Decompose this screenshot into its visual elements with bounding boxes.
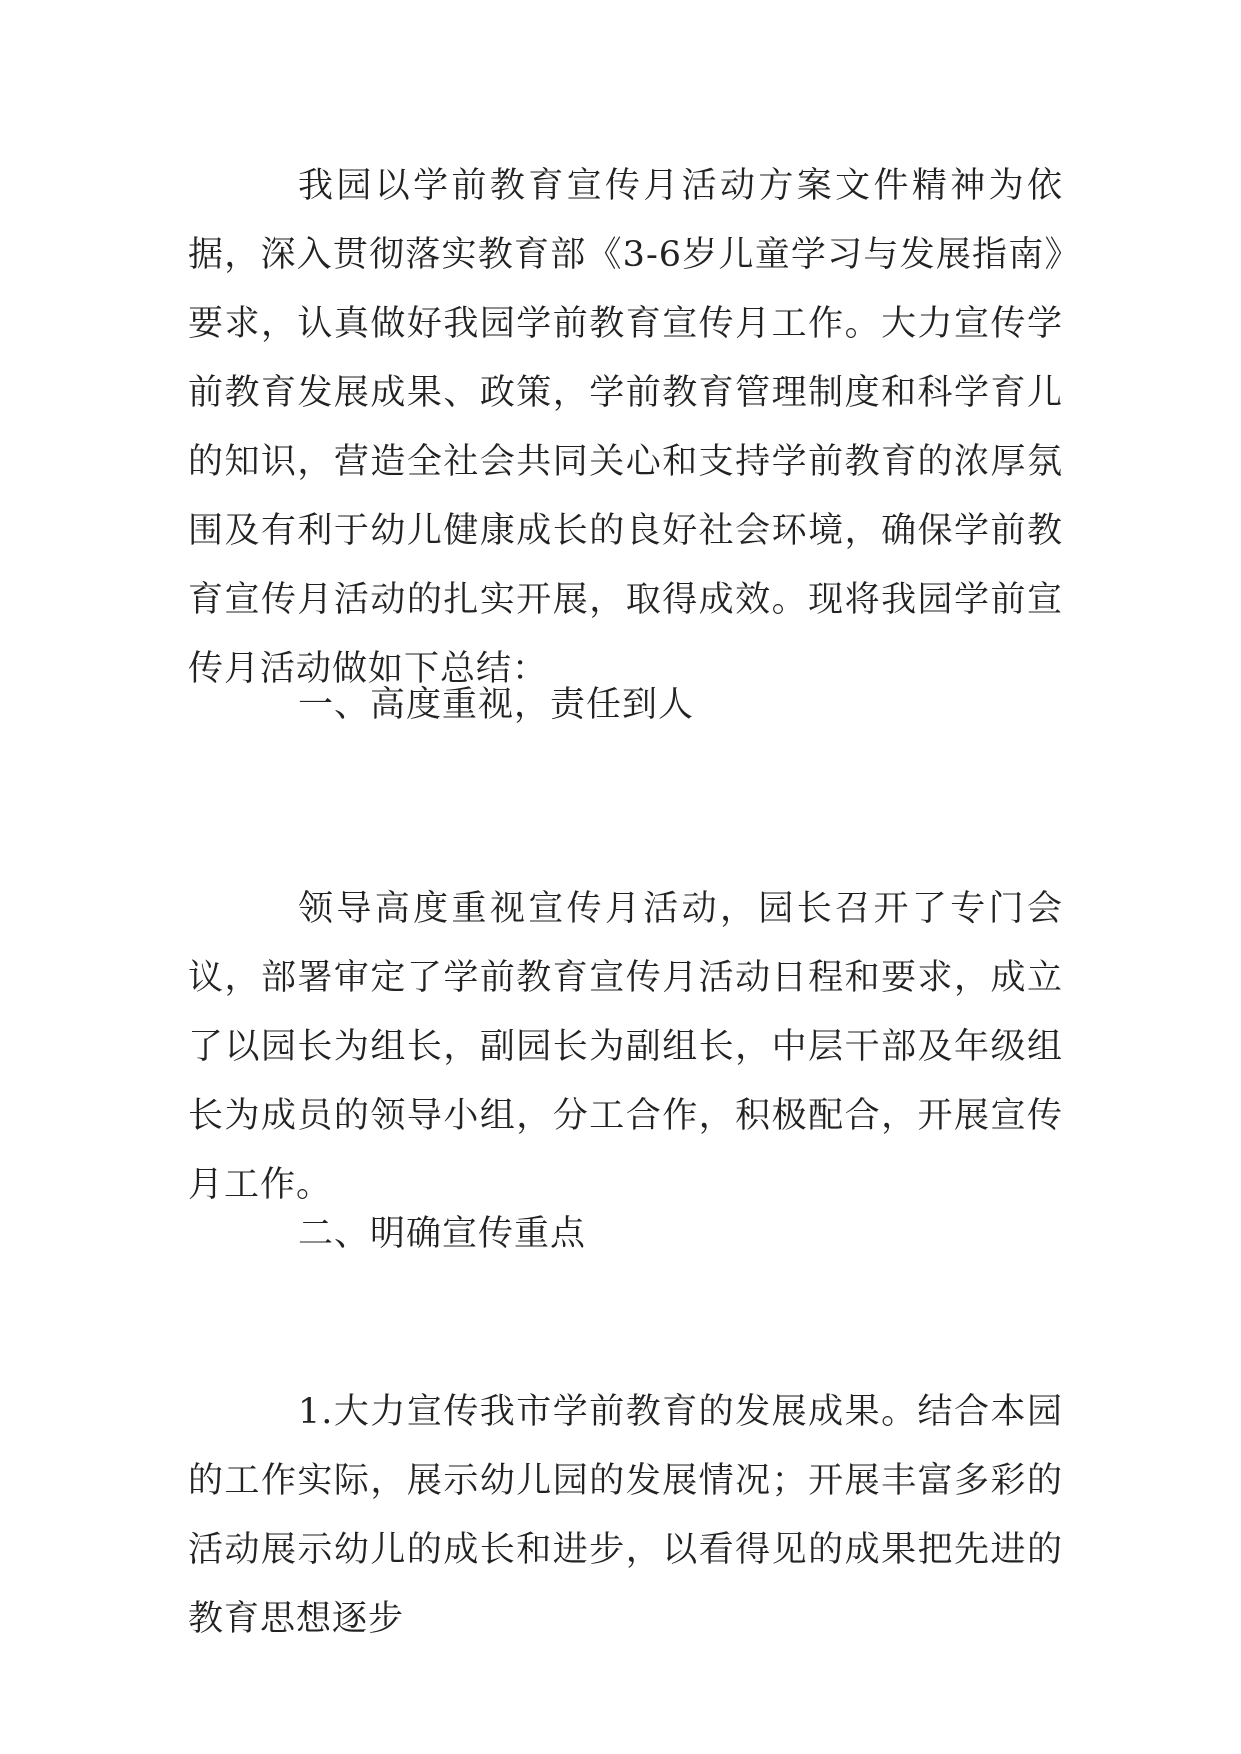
intro-paragraph: 我园以学前教育宣传月活动方案文件精神为依据，深入贯彻落实教育部《3-6岁儿童学习与发展指南》要求，认真做好我园学前教育宣传月工作。大力宣传学前教育发展成果、政策，学前教育管理制度和科学育儿的知识，营造全社会共同关心和支持学前教育的浓厚氛围及有利于幼儿健康成长的良好社会环境，确保学前教育宣传月活动的扎实开展，取得成效。现将我园学前宣传月活动做如下总结： [188, 166, 1063, 689]
section-1-paragraph: 领导高度重视宣传月活动，园长召开了专门会议，部署审定了学前教育宣传月活动日程和要求，成立了以园长为组长，副园长为副组长，中层干部及年级组长为成员的领导小组，分工合作，积极配合，开展宣传月工作。 [188, 889, 1063, 1205]
section-heading-2: 二、明确宣传重点 [298, 1214, 587, 1254]
section-2-item-1-paragraph: 1.大力宣传我市学前教育的发展成果。结合本园的工作实际，展示幼儿园的发展情况；开展丰富多彩的活动展示幼儿的成长和进步，以看得见的成果把先进的教育思想逐步 [188, 1392, 1063, 1639]
section-heading-1: 一、高度重视，责任到人 [298, 685, 695, 725]
